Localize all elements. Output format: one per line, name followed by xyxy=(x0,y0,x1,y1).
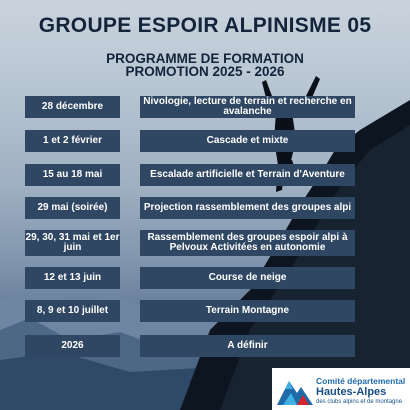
schedule-date: 1 et 2 février xyxy=(25,130,120,152)
schedule-activity: Projection rassemblement des groupes alpi xyxy=(140,197,355,219)
logo-line-2: Hautes-Alpes xyxy=(316,386,387,398)
schedule-activity: Cascade et mixte xyxy=(140,130,355,152)
schedule-activity: Escalade artificielle et Terrain d'Aventure xyxy=(140,164,355,186)
schedule-activity: Terrain Montagne xyxy=(140,300,355,322)
schedule-date: 15 au 18 mai xyxy=(25,164,120,186)
schedule-date: 29 mai (soirée) xyxy=(25,197,120,219)
schedule-date: 28 décembre xyxy=(25,96,120,118)
schedule-date: 12 et 13 juin xyxy=(25,267,120,289)
subtitle-line-2: PROMOTION 2025 - 2026 xyxy=(125,64,285,79)
mountain-logo-icon xyxy=(275,371,315,407)
schedule-date: 8, 9 et 10 juillet xyxy=(25,300,120,322)
schedule-date: 29, 30, 31 mai et 1er juin xyxy=(25,230,120,256)
logo-line-3: des clubs alpins et de montagne xyxy=(316,399,403,405)
subtitle-line-1: PROGRAMME DE FORMATION xyxy=(106,51,304,66)
schedule-activity: Rassemblement des groupes espoir alpi à Pelvoux Activitées en autonomie xyxy=(140,230,355,256)
schedule-date: 2026 xyxy=(25,335,120,357)
page-title: GROUPE ESPOIR ALPINISME 05 xyxy=(38,14,372,37)
logo-line-1: Comité départemental xyxy=(316,376,406,386)
schedule-activity: A définir xyxy=(140,335,355,357)
schedule-activity: Nivologie, lecture de terrain et recherche en avalanche xyxy=(140,96,355,118)
federation-logo xyxy=(272,368,410,410)
schedule-activity: Course de neige xyxy=(140,267,355,289)
